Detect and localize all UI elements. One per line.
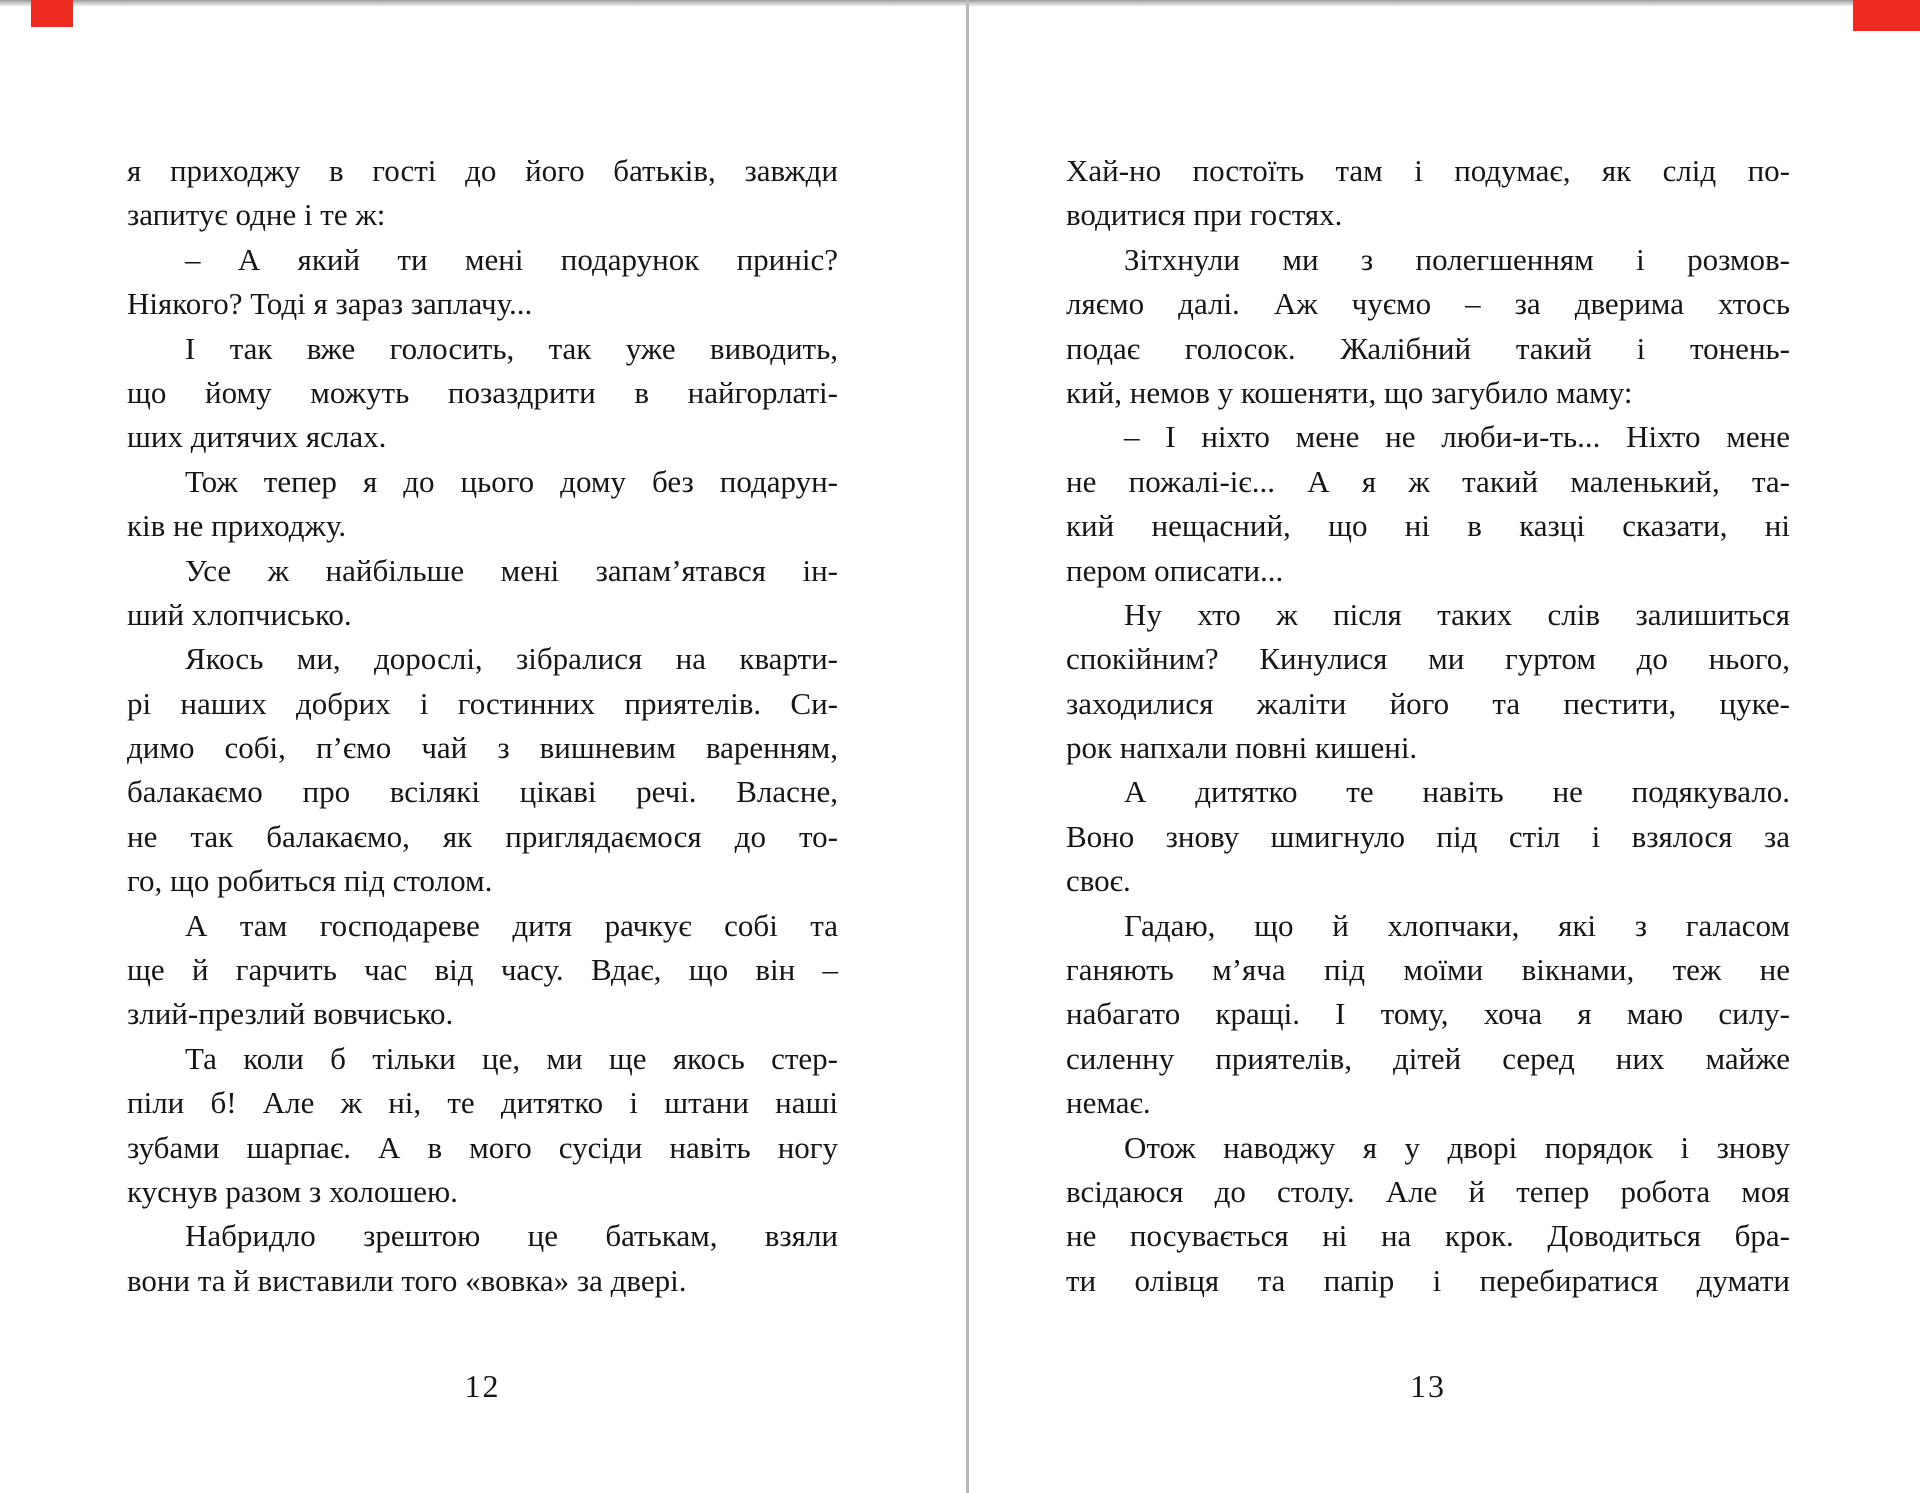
text-line: Хай-но постоїть там і подумає, як слід по-: [1066, 153, 1790, 188]
text-line: Набридло зрештою це батькам, взяли: [185, 1218, 838, 1254]
text-line: ший хлопчисько.: [127, 596, 352, 632]
text-line: рок напхали повні кишені.: [1066, 730, 1418, 766]
text-line: піли б! Але ж ні, те дитятко і штани наші: [127, 1085, 838, 1121]
text-line: набагато кращі. І тому, хоча я маю силу-: [1066, 996, 1790, 1032]
text-line: ганяють м’яча під моїми вікнами, теж не: [1066, 952, 1790, 988]
text-line: вони та й виставили того «вовка» за двері.: [127, 1262, 687, 1298]
text-line: кий нещасний, що ні в казці сказати, ні: [1066, 508, 1790, 544]
text-line: – А який ти мені подарунок приніс?: [185, 241, 838, 277]
text-line: ків не приходжу.: [127, 508, 347, 544]
text-line: не так балакаємо, як приглядаємося до то-: [127, 818, 838, 854]
red-corner-marker-right: [1853, 0, 1920, 31]
text-line: А там господареве дитя рачкує собі та: [185, 907, 838, 943]
text-line: Воно знову шмигнуло під стіл і взялося за: [1066, 818, 1790, 854]
page-gutter-divider: [966, 0, 969, 1493]
text-line: Якось ми, дорослі, зібралися на кварти-: [185, 641, 838, 677]
text-line: димо собі, п’ємо чай з вишневим варенням,: [127, 730, 838, 766]
text-line: Усе ж найбільше мені запам’ятався ін-: [185, 552, 838, 588]
text-line: Ніякого? Тоді я зараз заплачу...: [127, 286, 533, 322]
right-page-text: [1066, 149, 1790, 1303]
text-line: не пожалі-іє... А я ж такий маленький, та-: [1066, 463, 1790, 499]
text-line: ляємо далі. Аж чуємо – за дверима хтось: [1066, 286, 1790, 322]
window-top-shadow: [0, 0, 1920, 6]
text-line: балакаємо про всілякі цікаві речі. Власне,: [127, 774, 838, 810]
text-line: ти олівця та папір і перебиратися думати: [1066, 1262, 1790, 1298]
text-line: рі наших добрих і гостинних приятелів. Си-: [127, 685, 838, 721]
text-line: зубами шарпає. А в мого сусіди навіть ногу: [127, 1129, 838, 1165]
text-line: Ну хто ж після таких слів залишиться: [1124, 596, 1790, 632]
text-line: пером описати...: [1066, 552, 1284, 588]
text-line: куснув разом з холошею.: [127, 1173, 458, 1209]
text-line: ще й гарчить час від часу. Вдає, що він –: [127, 952, 838, 988]
text-line: водитися при гостях.: [1066, 197, 1343, 233]
text-line: своє.: [1066, 863, 1131, 899]
text-line: спокійним? Кинулися ми гуртом до нього,: [1066, 641, 1790, 677]
text-line: немає.: [1066, 1085, 1151, 1121]
text-line: що йому можуть позаздрити в найгорлаті-: [127, 374, 838, 410]
text-line: ших дитячих яслах.: [127, 419, 387, 455]
text-line: злий-презлий вовчисько.: [127, 996, 454, 1032]
text-line: Зітхнули ми з полегшенням і розмов-: [1124, 241, 1790, 277]
right-page-number: 13: [1410, 1368, 1446, 1404]
text-line: Та коли б тільки це, ми ще якось стер-: [185, 1040, 838, 1076]
left-page-number: 12: [464, 1368, 501, 1404]
text-line: Гадаю, що й хлопчаки, які з галасом: [1124, 907, 1790, 943]
text-line: силенну приятелів, дітей серед них майже: [1066, 1040, 1790, 1076]
text-line: заходилися жаліти його та пестити, цуке-: [1066, 685, 1790, 721]
text-line: кий, немов у кошеняти, що загубило маму:: [1066, 374, 1633, 410]
text-line: – І ніхто мене не люби-и-ть... Ніхто мене: [1124, 419, 1790, 455]
text-line: Тож тепер я до цього дому без подарун-: [185, 463, 838, 499]
text-line: я приходжу в гості до його батьків, завжди: [127, 153, 838, 188]
red-corner-marker-left: [31, 0, 73, 27]
text-line: всідаюся до столу. Але й тепер робота моя: [1066, 1173, 1790, 1209]
text-line: не посувається ні на крок. Доводиться бра-: [1066, 1218, 1790, 1254]
text-line: подає голосок. Жалібний такий і тонень-: [1066, 330, 1790, 366]
text-line: І так вже голосить, так уже виводить,: [185, 330, 838, 366]
text-line: Отож наводжу я у дворі порядок і знову: [1124, 1129, 1790, 1165]
left-page-text: [127, 149, 838, 1303]
text-line: го, що робиться під столом.: [127, 863, 493, 899]
text-line: запитує одне і те ж:: [127, 197, 386, 233]
text-line: А дитятко те навіть не подякувало.: [1124, 774, 1790, 810]
